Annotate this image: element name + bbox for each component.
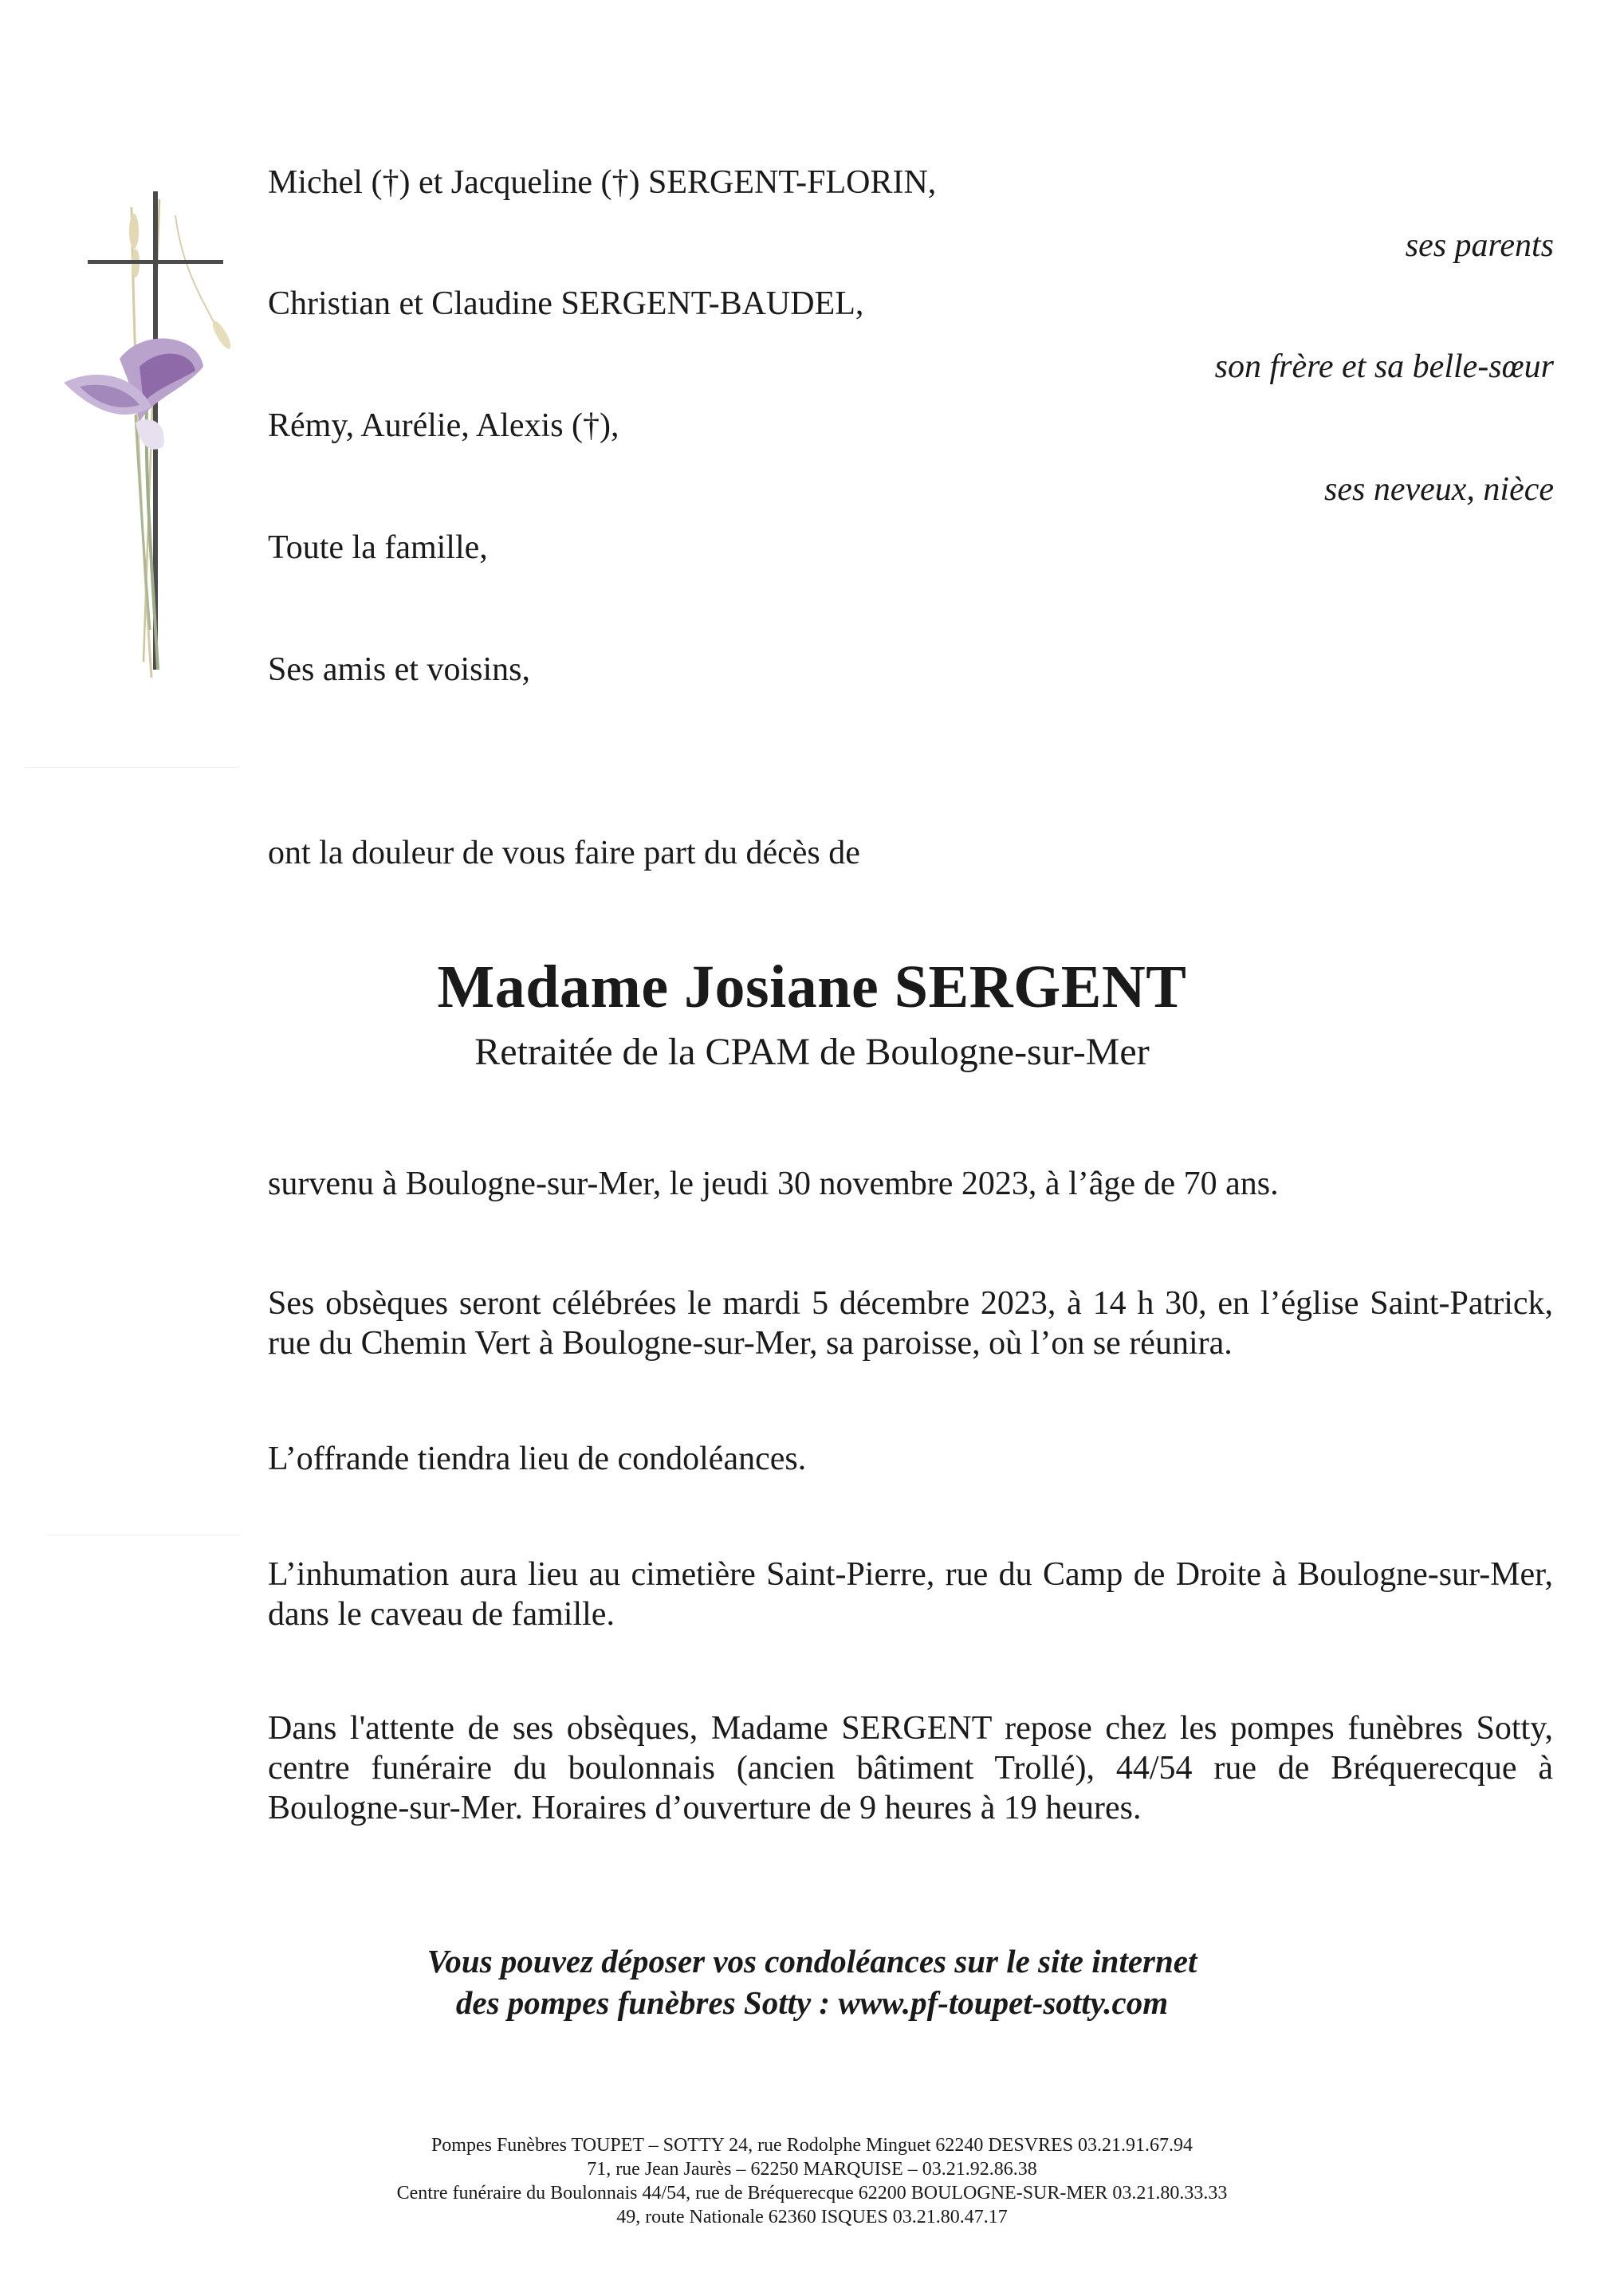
cross-lily-icon [64,183,255,686]
condolences-line-1: Vous pouvez déposer vos condoléances sur le site internet [427,1943,1197,1980]
divider [24,767,239,768]
footer-line: 71, rue Jean Jaurès – 62250 MARQUISE – 03.21.92.86.38 [587,2159,1037,2180]
rest-details: Dans l'attente de ses obsèques, Madame SERGENT repose chez les pompes funèbres Sotty, centre funéraire du boulonnais (ancien bâtiment Trollé), 44/54 rue de Bréquerecque à Boulogne-sur-Mer. Horaires d’ouverture de 9 heures à 19 heures. [268,1710,1553,1826]
funeral-details: Ses obsèques seront célébrées le mardi 5 décembre 2023, à 14 h 30, en l’église Saint-Patrick, rue du Chemin Vert à Boulogne-sur-Mer, sa paroisse, où l’on se réunira. [268,1285,1553,1362]
relation-nephews: ses neveux, nièce [1324,471,1554,508]
offering-note: L’offrande tiendra lieu de condoléances. [268,1441,807,1477]
burial-details: L’inhumation aura lieu au cimetière Saint-Pierre, rue du Camp de Droite à Boulogne-sur-Mer, dans le caveau de famille. [268,1556,1553,1633]
family-all: Toute la famille, [268,529,488,566]
funeral-home-footer [0,2133,1624,2229]
deceased-subtitle: Retraitée de la CPAM de Boulogne-sur-Mer [474,1031,1150,1073]
family-parents: Michel (†) et Jacqueline (†) SERGENT-FLORIN, [268,164,937,201]
condolences-line-2: des pompes funèbres Sotty : www.pf-toupet-sotty.com [455,1984,1169,2021]
family-friends: Ses amis et voisins, [268,651,531,688]
relation-siblings: son frère et sa belle-sœur [1214,348,1554,385]
footer-line: 49, route Nationale 62360 ISQUES 03.21.80.47.17 [616,2207,1008,2227]
family-nephews: Rémy, Aurélie, Alexis (†), [268,407,619,444]
footer-line: Pompes Funèbres TOUPET – SOTTY 24, rue Rodolphe Minguet 62240 DESVRES 03.21.91.67.94 [431,2135,1193,2156]
relation-parents: ses parents [1405,227,1554,264]
condolences-notice [0,1940,1624,2023]
family-siblings: Christian et Claudine SERGENT-BAUDEL, [268,285,864,322]
death-notice: survenu à Boulogne-sur-Mer, le jeudi 30 novembre 2023, à l’âge de 70 ans. [268,1166,1279,1202]
footer-line: Centre funéraire du Boulonnais 44/54, rue de Bréquerecque 62200 BOULOGNE-SUR-MER 03.21.80.33.33 [396,2183,1228,2204]
announcement-text: ont la douleur de vous faire part du décès de [268,835,860,871]
deceased-name: Madame Josiane SERGENT [437,953,1187,1020]
